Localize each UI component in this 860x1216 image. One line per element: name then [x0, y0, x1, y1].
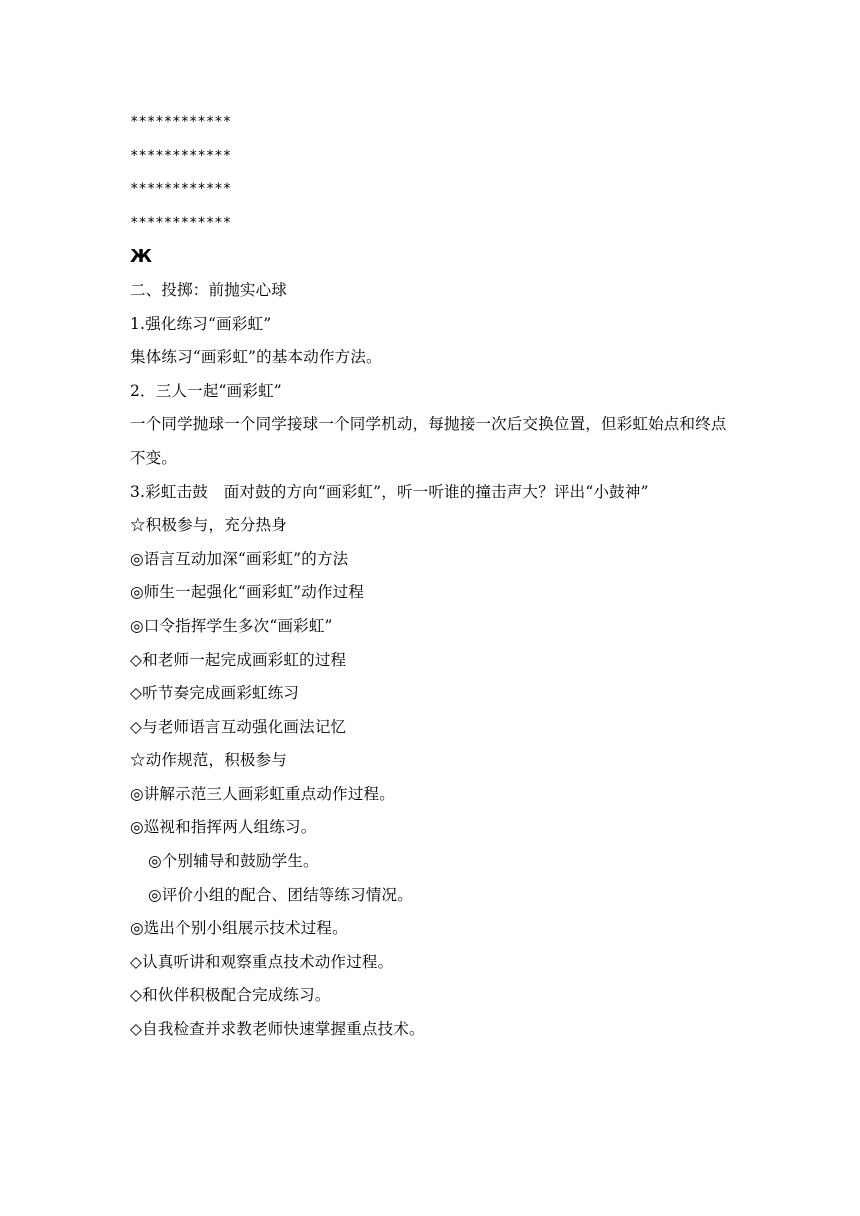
item-heading: 2．三人一起“画彩虹” — [130, 381, 282, 400]
paragraph: 3.彩虹击鼓 面对鼓的方向“画彩虹”，听一听谁的撞击声大？评出“小鼓神” — [130, 482, 649, 501]
text-line: ◇和伙伴积极配合完成练习。 — [130, 986, 331, 1005]
item-heading: 1.强化练习“画彩虹” — [130, 314, 272, 333]
text-line: ☆积极参与，充分热身 — [130, 516, 288, 535]
text-line: ◇认真听讲和观察重点技术动作过程。 — [130, 952, 394, 971]
asterisk-line: ************ — [130, 147, 232, 164]
asterisk-line: ************ — [130, 114, 232, 130]
text-line-indented: ◎个别辅导和鼓励学生。 — [148, 852, 319, 871]
text-line: ◎巡视和指挥两人组练习。 — [130, 818, 317, 837]
section-heading: 二、投掷：前抛实心球 — [130, 280, 288, 299]
text-line: ◎口令指挥学生多次“画彩虹” — [130, 616, 333, 635]
text-line: 集体练习“画彩虹”的基本动作方法。 — [130, 348, 382, 367]
text-line: ◎语言互动加深“画彩虹”的方法 — [130, 549, 349, 568]
text-line: ◇和老师一起完成画彩虹的过程 — [130, 650, 347, 669]
text-line-indented: ◎评价小组的配合、团结等练习情况。 — [148, 885, 413, 904]
text-line: ◎选出个别小组展示技术过程。 — [130, 919, 348, 938]
text-line: ◇听节奏完成画彩虹练习 — [130, 684, 300, 703]
asterisk-line: ************ — [130, 214, 232, 231]
text-line: ◎讲解示范三人画彩虹重点动作过程。 — [130, 784, 395, 803]
paragraph: 一个同学抛球一个同学接球一个同学机动，每抛接一次后交换位置，但彩虹始点和终点不变。 — [130, 415, 727, 467]
text-line: ◇与老师语言互动强化画法记忆 — [130, 717, 347, 736]
text-line: ☆动作规范，积极参与 — [130, 751, 288, 770]
text-line: ◇自我检查并求教老师快速掌握重点技术。 — [130, 1020, 425, 1039]
text-line: ◎师生一起强化“画彩虹”动作过程 — [130, 583, 365, 602]
symbol-line: Ж — [130, 246, 153, 268]
document-body — [130, 106, 740, 1047]
asterisk-line: ************ — [130, 181, 232, 198]
